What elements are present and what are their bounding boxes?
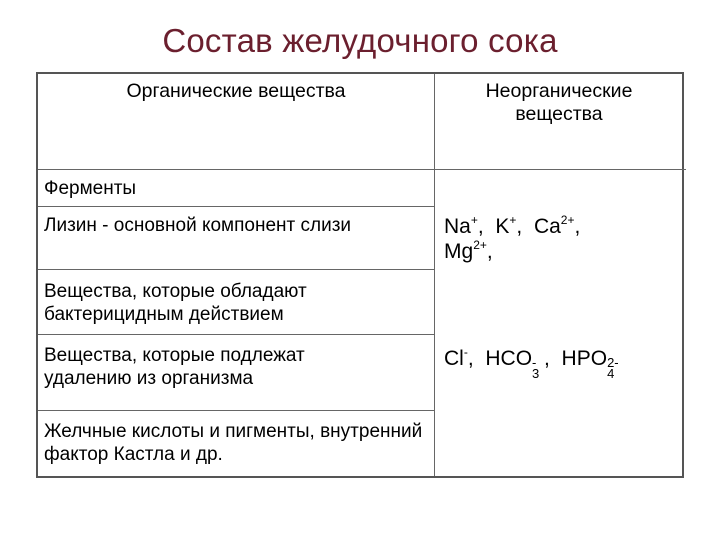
header-organic: Органические вещества	[126, 80, 346, 102]
sodium-ion: Na+	[444, 213, 478, 238]
composition-table	[36, 72, 684, 478]
row-divider	[38, 410, 434, 411]
organic-row-bactericidal: Вещества, которые обладают бактерицидным действием	[44, 281, 307, 325]
row-divider	[38, 334, 434, 335]
inorganic-anions: Cl-, HCO - 3 , HPO 2- 4	[444, 346, 680, 371]
row-divider	[38, 169, 686, 170]
organic-row-lysine: Лизин - основной компонент слизи	[44, 215, 352, 236]
header-inorganic: Неорганические вещества	[485, 80, 633, 125]
row-divider	[38, 269, 434, 270]
hydrophosphate-ion: HPO 2- 4	[561, 347, 619, 381]
magnesium-ion: $Mg^{2+}$	[444, 238, 487, 263]
inorganic-cations: Na+, K+, $Ca^{2+}$, $Mg^{2+}$,	[444, 213, 581, 263]
organic-row-bile: Желчные кислоты и пигменты, внутренний фактор Кастла и др.	[44, 421, 423, 465]
column-divider	[434, 74, 435, 476]
calcium-ion: $Ca^{2+}$	[533, 213, 575, 238]
organic-row-excretion: Вещества, которые подлежат удалению из организма	[44, 345, 305, 389]
bicarbonate-ion: HCO - 3	[485, 347, 540, 381]
organic-row-enzymes: Ферменты	[44, 178, 137, 199]
page-title: Состав желудочного сока	[162, 22, 558, 59]
chloride-ion: Cl-	[444, 345, 468, 370]
row-divider	[38, 206, 434, 207]
potassium-ion: K+	[495, 213, 517, 238]
